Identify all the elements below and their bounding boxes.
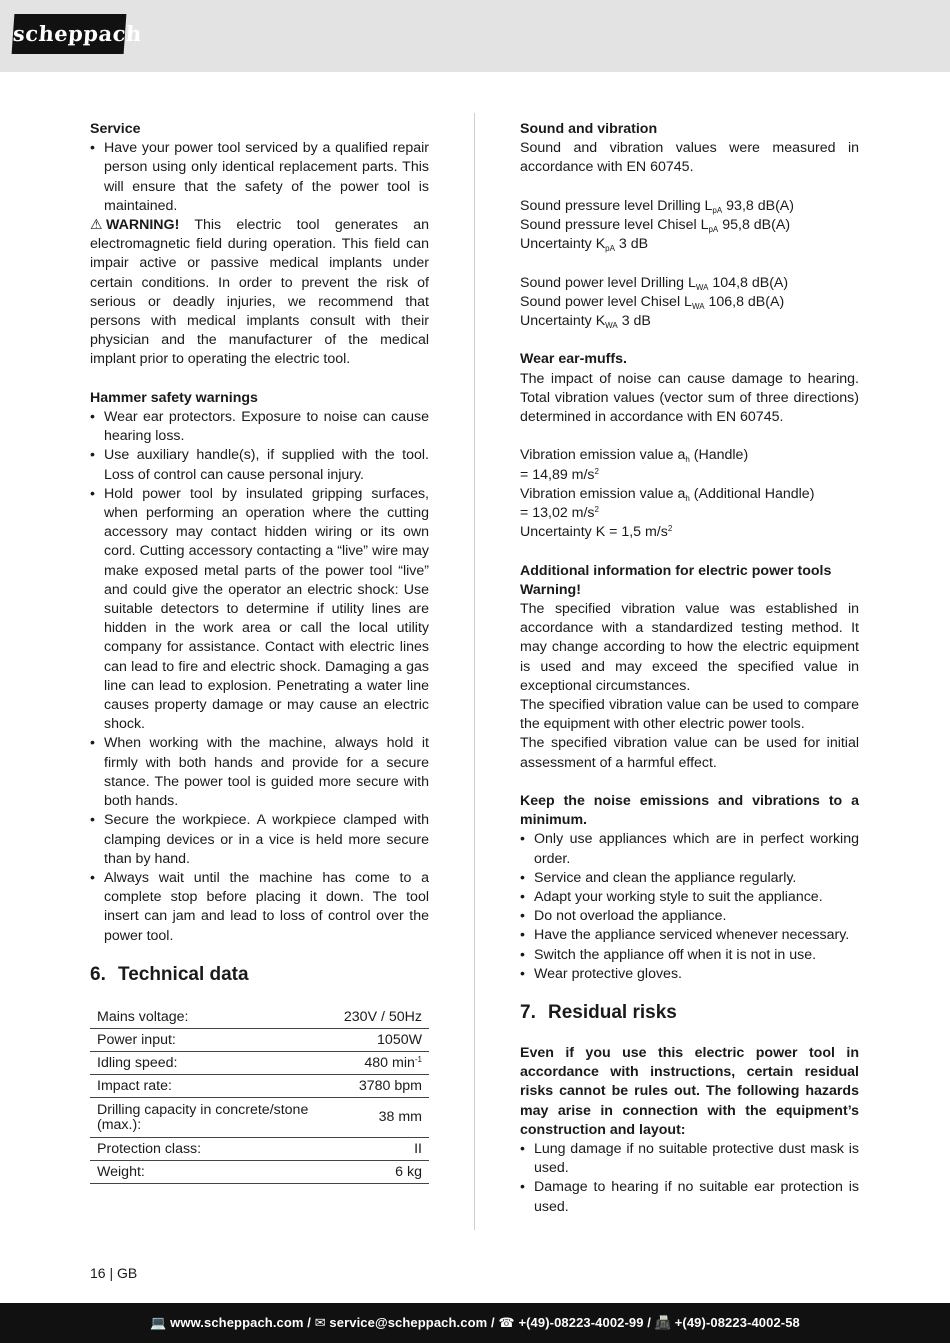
- section-number: 7.: [520, 1002, 536, 1024]
- list-item: • Have your power tool serviced by a qualified repair person using only identical replacement parts. This will ensure that the safety of the power tool is maintained.: [90, 139, 429, 216]
- sound-heading: Sound and vibration: [520, 121, 658, 137]
- section-residual-risks-title: [520, 1002, 859, 1024]
- row-value: 38 mm: [337, 1097, 429, 1137]
- vibration-uncertainty: Uncertainty K = 1,5 $m/s^2$: [520, 524, 673, 541]
- list-item: • Wear ear protectors. Exposure to noise can cause hearing loss.: [90, 408, 429, 446]
- table-row: [90, 1074, 429, 1097]
- page-footer: 💻 www.scheppach.com / ✉ service@scheppach.com / ☎ +(49)-08223-4002-99 / 📠 +(49)-08223-4002-58: [0, 1303, 950, 1343]
- sound-intro: Sound and vibration values were measured in accordance with EN 60745.: [520, 140, 859, 176]
- scheppach-logo: scheppach: [12, 14, 127, 54]
- row-label: Power input:: [90, 1028, 337, 1051]
- section-technical-data-title: [90, 964, 429, 986]
- phone-icon: ☎: [498, 1315, 515, 1330]
- list-item: • Hold power tool by insulated gripping surfaces, when performing an operation where the cutting accessory may contact hidden wiring or its own cord. Cutting accessory contacting a “live” wire may make exposed metal parts of the power tool “live” and could give the operator an electric shock: Use suitable detectors to determine if utility lines are hidden in the work area or call the local utility company for assistance. Contact with electric lines can lead to fire and electric shock. Damaging a gas line can lead to explosion. Penetrating a water line causes property damage or may cause an electric shock.: [90, 485, 429, 735]
- footer-fax: +(49)-08223-4002-58: [674, 1315, 800, 1330]
- warning-label: WARNING!: [106, 217, 180, 234]
- uncertainty-pa: Uncertainty $K_{pA}$ 3 dB: [520, 236, 649, 254]
- row-label: Mains voltage:: [90, 1006, 337, 1029]
- additional-warning: Warning!: [520, 581, 581, 598]
- mail-icon: ✉: [314, 1315, 326, 1330]
- list-item: • Do not overload the appliance.: [520, 907, 859, 926]
- hammer-list: [90, 408, 429, 946]
- table-row: [90, 1028, 429, 1051]
- row-value: 230V / 50Hz: [337, 1006, 429, 1029]
- hammer-heading: Hammer safety warnings: [90, 389, 258, 406]
- keep-list: [520, 830, 859, 984]
- footer-phone: +(49)-08223-4002-99: [518, 1315, 644, 1330]
- additional-p2: The specified vibration value can be used to compare the equipment with other electric power tools.: [520, 697, 859, 733]
- fax-icon: 📠: [654, 1315, 672, 1330]
- list-item: • Have the appliance serviced whenever necessary.: [520, 926, 859, 945]
- service-heading: Service: [90, 121, 141, 137]
- list-item: • Wear protective gloves.: [520, 965, 859, 984]
- row-value: 6 kg: [337, 1160, 429, 1183]
- list-item: • Use auxiliary handle(s), if supplied with the tool. Loss of control can cause personal injury.: [90, 446, 429, 484]
- table-row: [90, 1006, 429, 1029]
- uncertainty-wa: Uncertainty $K_{WA}$ 3 dB: [520, 313, 651, 330]
- list-item: • Secure the workpiece. A workpiece clamped with clamping devices or in a vice is held more secure than by hand.: [90, 811, 429, 869]
- list-item: • Always wait until the machine has come to a complete stop before placing it down. The tool insert can jam and lead to loss of control over the power tool.: [90, 869, 429, 946]
- row-label: Idling speed:: [90, 1051, 337, 1074]
- section-title: Technical data: [118, 963, 249, 985]
- spl-chisel: Sound pressure level Chisel $L_{pA}$ 95,8 dB(A): [520, 217, 791, 234]
- warning-paragraph: [90, 216, 429, 370]
- footer-website[interactable]: www.scheppach.com: [170, 1315, 304, 1330]
- service-list: [90, 139, 429, 216]
- page-number: 16 | GB: [90, 1265, 138, 1281]
- list-item: • Lung damage if no suitable protective dust mask is used.: [520, 1140, 859, 1178]
- page-header: [0, 0, 950, 72]
- section-number: 6.: [90, 963, 106, 985]
- technical-data-table: [90, 1006, 429, 1184]
- list-item: • Service and clean the appliance regularly.: [520, 869, 859, 888]
- additional-heading: Additional information for electric power tools: [520, 562, 832, 579]
- swl-drilling: Sound power level Drilling $L_{WA}$ 104,8 dB(A): [520, 274, 789, 292]
- vibration-additional-value: = 13,02 $m/s^2$: [520, 505, 599, 521]
- row-value: 3780 bpm: [337, 1074, 429, 1097]
- additional-p1: The specified vibration value was established in accordance with a standardized testing method. It may change according to how the electric equipment is used and may exceed the specified value in exceptional circumstances.: [520, 601, 859, 694]
- list-item: • When working with the machine, always hold it firmly with both hands and provide for a secure stance. The power tool is guided more secure with both hands.: [90, 734, 429, 811]
- row-value: 480 $\min^{-1}$: [337, 1051, 429, 1074]
- row-value: II: [337, 1137, 429, 1160]
- list-item: • Only use appliances which are in perfect working order.: [520, 830, 859, 868]
- keep-heading: Keep the noise emissions and vibrations to a minimum.: [520, 793, 859, 829]
- residual-intro: Even if you use this electric power tool in accordance with instructions, certain residual risks cannot be rules out. The following hazards may arise in connection with the equipment’s construction and layout:: [520, 1045, 859, 1138]
- row-value: 1050W: [337, 1028, 429, 1051]
- table-row: [90, 1097, 429, 1137]
- earmuffs-heading: Wear ear-muffs.: [520, 351, 627, 368]
- computer-icon: 💻: [150, 1315, 167, 1330]
- additional-p3: The specified vibration value can be used for initial assessment of a harmful effect.: [520, 735, 859, 771]
- list-item: • Switch the appliance off when it is not in use.: [520, 946, 859, 965]
- list-item: • Damage to hearing if no suitable ear protection is used.: [520, 1178, 859, 1216]
- spl-drilling: Sound pressure level Drilling $L_{pA}$ 93,8 dB(A): [520, 197, 794, 215]
- warning-text: This electric tool generates an electromagnetic field during operation. This field can impair active or passive medical implants under certain conditions. In order to prevent the risk of serious or deadly injuries, we recommend that persons with medical implants consult with their physician and the manufacturer of the medical implant prior to operating the electric tool.: [90, 217, 429, 368]
- row-label: Drilling capacity in concrete/stone (max.):: [90, 1097, 337, 1137]
- table-row: [90, 1137, 429, 1160]
- list-item: • Adapt your working style to suit the appliance.: [520, 888, 859, 907]
- left-column: [90, 120, 429, 1184]
- swl-chisel: Sound power level Chisel $L_{WA}$ 106,8 dB(A): [520, 293, 785, 311]
- vibration-handle: Vibration emission value $a_h$ (Handle): [520, 447, 749, 465]
- warning-triangle-icon: ⚠: [90, 217, 103, 234]
- earmuffs-text: The impact of noise can cause damage to hearing. Total vibration values (vector sum of three directions) determined in accordance with EN 60745.: [520, 370, 859, 425]
- table-row: [90, 1051, 429, 1074]
- residual-list: [520, 1140, 859, 1217]
- row-label: Weight:: [90, 1160, 337, 1183]
- vibration-additional: Vibration emission value $a_h$ (Additional Handle): [520, 485, 815, 503]
- row-label: Protection class:: [90, 1137, 337, 1160]
- footer-email[interactable]: service@scheppach.com: [329, 1315, 488, 1330]
- column-divider: [474, 113, 475, 1230]
- section-title: Residual risks: [548, 1002, 677, 1024]
- table-row: [90, 1160, 429, 1183]
- row-label: Impact rate:: [90, 1074, 337, 1097]
- right-column: [520, 120, 859, 1217]
- vibration-handle-value: = 14,89 $m/s^2$: [520, 466, 599, 483]
